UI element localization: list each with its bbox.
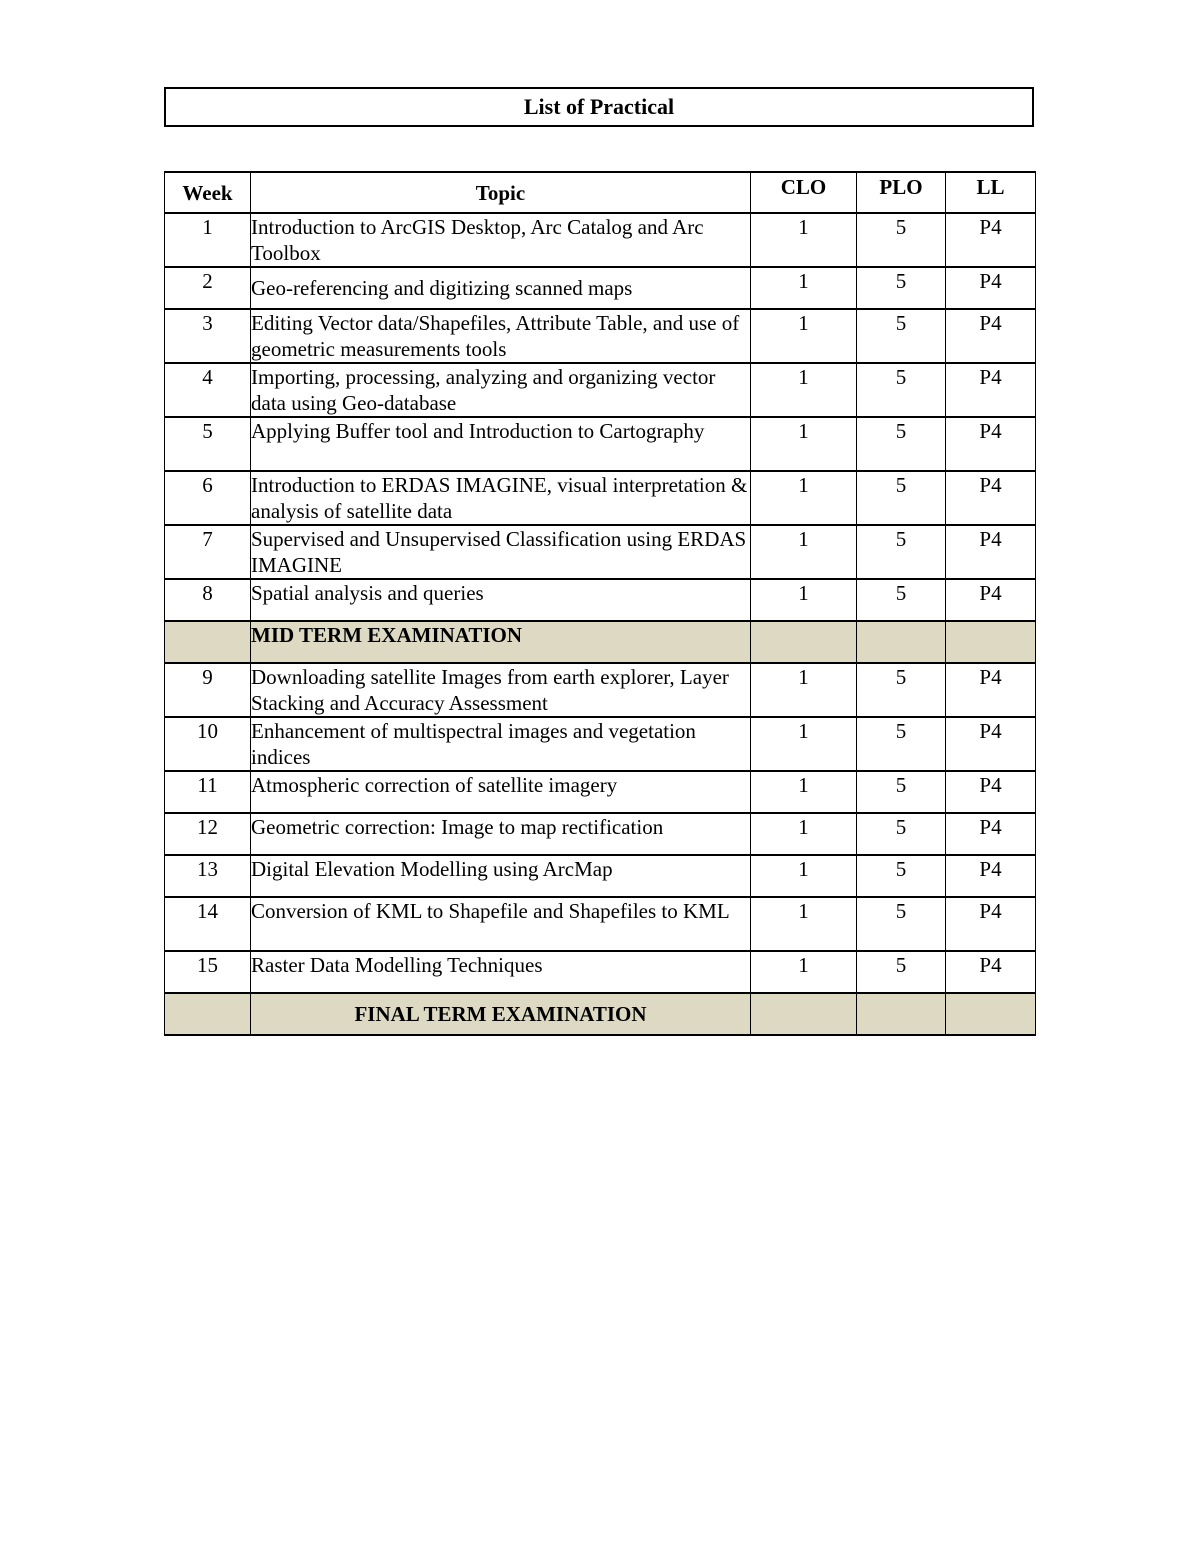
week-cell: 6 — [165, 471, 251, 525]
table-row — [165, 813, 1036, 855]
topic-cell: Digital Elevation Modelling using ArcMap — [251, 855, 751, 897]
exam-ll-cell — [946, 993, 1036, 1035]
table-row — [165, 309, 1036, 363]
clo-cell: 1 — [751, 363, 857, 417]
plo-cell: 5 — [857, 213, 946, 267]
plo-cell: 5 — [857, 813, 946, 855]
header-topic: Topic — [251, 172, 751, 213]
ll-cell: P4 — [946, 771, 1036, 813]
header-week: Week — [165, 172, 251, 213]
clo-cell: 1 — [751, 813, 857, 855]
exam-clo-cell — [751, 621, 857, 663]
clo-cell: 1 — [751, 855, 857, 897]
topic-cell: Spatial analysis and queries — [251, 579, 751, 621]
ll-cell: P4 — [946, 309, 1036, 363]
ll-cell: P4 — [946, 717, 1036, 771]
final-term-exam-row — [165, 993, 1036, 1035]
exam-week-cell — [165, 993, 251, 1035]
week-cell: 13 — [165, 855, 251, 897]
week-cell: 12 — [165, 813, 251, 855]
clo-cell: 1 — [751, 663, 857, 717]
week-cell: 9 — [165, 663, 251, 717]
exam-plo-cell — [857, 993, 946, 1035]
topic-cell: Raster Data Modelling Techniques — [251, 951, 751, 993]
table-row — [165, 855, 1036, 897]
mid-term-exam-row — [165, 621, 1036, 663]
clo-cell: 1 — [751, 897, 857, 951]
clo-cell: 1 — [751, 471, 857, 525]
topic-cell: Enhancement of multispectral images and vegetation indices — [251, 717, 751, 771]
week-cell: 7 — [165, 525, 251, 579]
week-cell: 8 — [165, 579, 251, 621]
clo-cell: 1 — [751, 717, 857, 771]
plo-cell: 5 — [857, 855, 946, 897]
ll-cell: P4 — [946, 525, 1036, 579]
table-row — [165, 213, 1036, 267]
table-row — [165, 525, 1036, 579]
topic-cell: Applying Buffer tool and Introduction to Cartography — [251, 417, 751, 471]
ll-cell: P4 — [946, 855, 1036, 897]
plo-cell: 5 — [857, 771, 946, 813]
topic-cell: Downloading satellite Images from earth explorer, Layer Stacking and Accuracy Assessment — [251, 663, 751, 717]
ll-cell: P4 — [946, 897, 1036, 951]
topic-cell: Geo-referencing and digitizing scanned maps — [251, 267, 751, 309]
week-cell: 11 — [165, 771, 251, 813]
header-ll: LL — [946, 172, 1036, 213]
table-row — [165, 417, 1036, 471]
ll-cell: P4 — [946, 579, 1036, 621]
table-row — [165, 471, 1036, 525]
plo-cell: 5 — [857, 897, 946, 951]
week-cell: 1 — [165, 213, 251, 267]
topic-cell: Geometric correction: Image to map rectification — [251, 813, 751, 855]
topic-cell: Supervised and Unsupervised Classification using ERDAS IMAGINE — [251, 525, 751, 579]
plo-cell: 5 — [857, 951, 946, 993]
ll-cell: P4 — [946, 663, 1036, 717]
plo-cell: 5 — [857, 579, 946, 621]
week-cell: 2 — [165, 267, 251, 309]
clo-cell: 1 — [751, 525, 857, 579]
plo-cell: 5 — [857, 471, 946, 525]
ll-cell: P4 — [946, 951, 1036, 993]
table-row — [165, 267, 1036, 309]
table-row — [165, 771, 1036, 813]
ll-cell: P4 — [946, 417, 1036, 471]
table-row — [165, 579, 1036, 621]
exam-clo-cell — [751, 993, 857, 1035]
table-row — [165, 663, 1036, 717]
week-cell: 10 — [165, 717, 251, 771]
topic-cell: Atmospheric correction of satellite imagery — [251, 771, 751, 813]
header-plo: PLO — [857, 172, 946, 213]
practical-schedule-table — [164, 171, 1036, 1036]
ll-cell: P4 — [946, 813, 1036, 855]
plo-cell: 5 — [857, 363, 946, 417]
topic-cell: Conversion of KML to Shapefile and Shapefiles to KML — [251, 897, 751, 951]
ll-cell: P4 — [946, 471, 1036, 525]
table-row — [165, 951, 1036, 993]
clo-cell: 1 — [751, 417, 857, 471]
week-cell: 14 — [165, 897, 251, 951]
topic-cell: Introduction to ERDAS IMAGINE, visual interpretation & analysis of satellite data — [251, 471, 751, 525]
plo-cell: 5 — [857, 717, 946, 771]
clo-cell: 1 — [751, 579, 857, 621]
page-title: List of Practical — [164, 87, 1034, 127]
clo-cell: 1 — [751, 951, 857, 993]
ll-cell: P4 — [946, 213, 1036, 267]
clo-cell: 1 — [751, 771, 857, 813]
plo-cell: 5 — [857, 663, 946, 717]
table-row — [165, 717, 1036, 771]
clo-cell: 1 — [751, 267, 857, 309]
week-cell: 15 — [165, 951, 251, 993]
final-term-exam-label: FINAL TERM EXAMINATION — [251, 993, 751, 1035]
clo-cell: 1 — [751, 309, 857, 363]
table-row — [165, 363, 1036, 417]
topic-cell: Editing Vector data/Shapefiles, Attribute Table, and use of geometric measurements tools — [251, 309, 751, 363]
plo-cell: 5 — [857, 267, 946, 309]
plo-cell: 5 — [857, 525, 946, 579]
plo-cell: 5 — [857, 309, 946, 363]
week-cell: 4 — [165, 363, 251, 417]
topic-cell: Introduction to ArcGIS Desktop, Arc Catalog and Arc Toolbox — [251, 213, 751, 267]
week-cell: 3 — [165, 309, 251, 363]
ll-cell: P4 — [946, 267, 1036, 309]
topic-cell: Importing, processing, analyzing and organizing vector data using Geo-database — [251, 363, 751, 417]
table-header-row — [165, 172, 1036, 213]
week-cell: 5 — [165, 417, 251, 471]
exam-week-cell — [165, 621, 251, 663]
plo-cell: 5 — [857, 417, 946, 471]
clo-cell: 1 — [751, 213, 857, 267]
mid-term-exam-label: MID TERM EXAMINATION — [251, 621, 751, 663]
exam-ll-cell — [946, 621, 1036, 663]
ll-cell: P4 — [946, 363, 1036, 417]
exam-plo-cell — [857, 621, 946, 663]
table-row — [165, 897, 1036, 951]
header-clo: CLO — [751, 172, 857, 213]
